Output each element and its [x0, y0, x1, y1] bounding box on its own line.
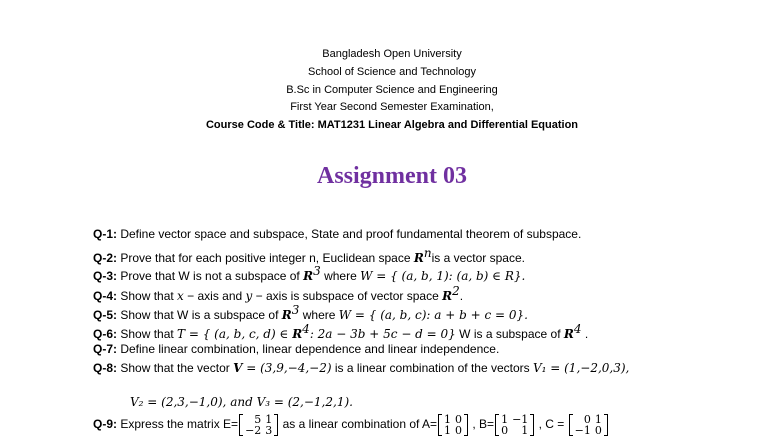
question-8	[93, 360, 629, 376]
math-superscript-2: 4	[573, 322, 582, 336]
math-x: x	[177, 289, 184, 303]
matrix-cell: 0	[501, 424, 509, 437]
question-number: Q-8:	[93, 361, 117, 375]
separator-b: , B=	[469, 417, 495, 432]
question-text-mid: − axis and	[183, 289, 246, 303]
matrix-cell: 5	[254, 413, 262, 426]
question-text: Prove that W is not a subspace of	[120, 269, 304, 283]
math-superscript: n	[423, 246, 432, 260]
matrix-cell: 0	[594, 424, 602, 437]
math-vector-v1: V₁ = (1,−2,0,3),	[532, 361, 630, 375]
question-text: Define vector space and subspace, State and proof fundamental theorem of subspace.	[120, 227, 582, 241]
matrix-cell: 3	[265, 424, 273, 437]
question-1	[93, 226, 581, 242]
question-text-mid: where	[299, 308, 339, 322]
header-school: School of Science and Technology	[308, 66, 476, 78]
question-number: Q-6:	[93, 327, 117, 341]
question-text-mid: is a linear combination of the vectors	[331, 361, 533, 375]
header-program: B.Sc in Computer Science and Engineering	[286, 84, 498, 96]
math-y: y	[245, 289, 253, 303]
page-title: Assignment 03	[316, 163, 467, 189]
header-exam: First Year Second Semester Examination,	[290, 101, 494, 113]
math-symbol: R	[413, 251, 424, 265]
math-expression: = (3,9,−4,−2)	[242, 361, 332, 375]
separator-c: , C =	[535, 417, 568, 432]
math-symbol: R	[303, 269, 314, 283]
matrix-e	[239, 414, 278, 436]
matrix-cell: −1	[574, 424, 591, 437]
question-text-mid: as a linear combination of A=	[279, 417, 438, 432]
question-text-end: is a vector space.	[431, 251, 525, 265]
matrix-cell: 1	[444, 424, 452, 437]
question-number: Q-9:	[93, 417, 117, 432]
question-text-mid: where	[320, 269, 361, 283]
header-university: Bangladesh Open University	[322, 48, 462, 60]
question-number: Q-4:	[93, 289, 117, 303]
question-number: Q-7:	[93, 342, 117, 356]
question-3	[93, 263, 525, 284]
math-symbol: R	[292, 327, 303, 341]
question-text: Express the matrix E=	[120, 417, 239, 432]
question-text-mid2: − axis is subspace of vector space	[252, 289, 443, 303]
question-4	[93, 283, 463, 304]
math-vectors-v2-v3: V₂ = (2,3,−1,0), and V₃ = (2,−1,2,1).	[130, 395, 353, 409]
matrix-c	[569, 414, 608, 436]
question-6	[93, 321, 588, 342]
matrix-b	[495, 414, 534, 436]
math-superscript: 3	[313, 264, 321, 278]
matrix-cell: 1	[521, 424, 529, 437]
question-text-end: .	[459, 289, 464, 303]
matrix-cell: 1	[444, 413, 452, 426]
math-symbol: R	[281, 308, 292, 322]
matrix-cell: −2	[245, 424, 262, 437]
matrix-cell: 0	[455, 413, 463, 426]
question-text: Show that W is a subspace of	[120, 308, 282, 322]
question-8-continued	[130, 394, 353, 410]
math-superscript: 2	[452, 284, 460, 298]
question-number: Q-2:	[93, 251, 117, 265]
question-number: Q-5:	[93, 308, 117, 322]
question-7	[93, 341, 499, 357]
question-text: Show that	[120, 327, 178, 341]
matrix-cell: 0	[583, 413, 591, 426]
header-course: Course Code & Title: MAT1231 Linear Algebra and Differential Equation	[205, 119, 579, 131]
math-vector-v: V	[233, 361, 243, 375]
math-superscript: 3	[291, 303, 300, 317]
question-text: Define linear combination, linear dependence and linear independence.	[120, 342, 500, 356]
matrix-a	[438, 414, 468, 436]
question-text: Show that	[120, 289, 178, 303]
matrix-cell: 0	[455, 424, 463, 437]
math-expression: W = { (a, b, c): a + b + c = 0}.	[338, 308, 528, 322]
question-text: Show that the vector	[120, 361, 234, 375]
math-symbol-2: R	[563, 327, 574, 341]
question-text-mid: W is a subspace of	[455, 327, 564, 341]
question-text: Prove that for each positive integer n, Euclidean space	[120, 251, 414, 265]
question-number: Q-3:	[93, 269, 117, 283]
question-text-end: .	[581, 327, 589, 341]
matrix-cell: 1	[594, 413, 602, 426]
matrix-cell: 1	[501, 413, 509, 426]
math-superscript: 4	[302, 322, 310, 336]
math-expression: T = { (a, b, c, d) ∈	[177, 327, 293, 341]
math-expression: W = { (a, b, 1): (a, b) ∈ R}.	[360, 269, 526, 283]
matrix-cell: 1	[265, 413, 273, 426]
matrix-cell: −1	[512, 413, 529, 426]
math-symbol: R	[442, 289, 453, 303]
question-number: Q-1:	[93, 227, 117, 241]
math-expression-b: : 2a − 3b + 5c − d = 0}	[309, 327, 456, 341]
question-5	[93, 302, 528, 323]
question-9	[93, 414, 609, 436]
